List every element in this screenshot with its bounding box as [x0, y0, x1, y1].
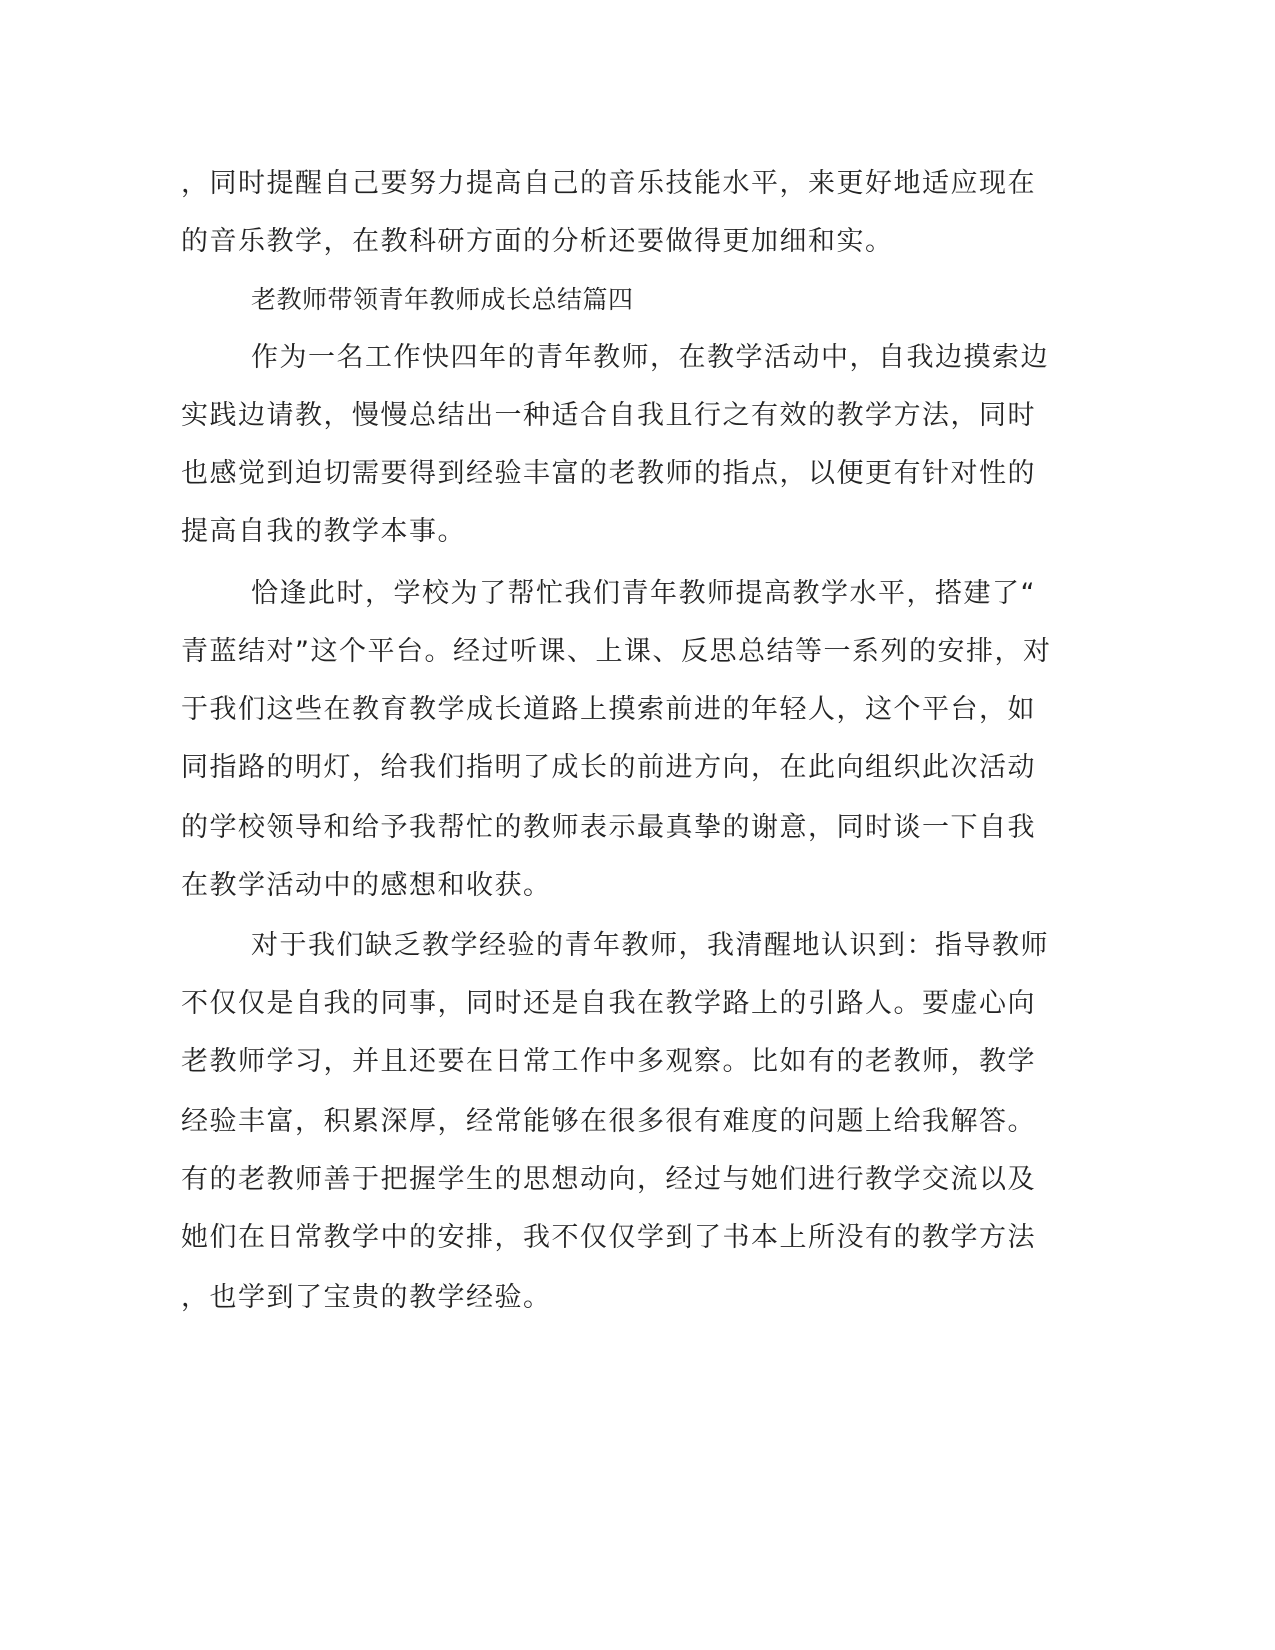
- text-line: 老教师学习，并且还要在日常工作中多观察。比如有的老教师，教学: [181, 1046, 1036, 1077]
- text-line: ，同时提醒自己要努力提高自己的音乐技能水平，来更好地适应现在: [181, 168, 1036, 199]
- paragraph-first-line: 作为一名工作快四年的青年教师，在教学活动中，自我边摸索边: [251, 342, 1049, 373]
- text-line: 青蓝结对”这个平台。经过听课、上课、反思总结等一系列的安排，对: [181, 636, 1052, 667]
- paragraph-first-line: 恰逢此时，学校为了帮忙我们青年教师提高教学水平，搭建了“: [251, 578, 1036, 609]
- text-line: 经验丰富，积累深厚，经常能够在很多很有难度的问题上给我解答。: [181, 1106, 1036, 1137]
- text-line: 于我们这些在教育教学成长道路上摸索前进的年轻人，这个平台，如: [181, 694, 1036, 725]
- text-line: ，也学到了宝贵的教学经验。: [181, 1282, 552, 1313]
- text-line: 的音乐教学，在教科研方面的分析还要做得更加细和实。: [181, 226, 894, 257]
- text-line: 她们在日常教学中的安排，我不仅仅学到了书本上所没有的教学方法: [181, 1222, 1036, 1253]
- text-line: 不仅仅是自我的同事，同时还是自我在教学路上的引路人。要虚心向: [181, 988, 1036, 1019]
- text-line: 实践边请教，慢慢总结出一种适合自我且行之有效的教学方法，同时: [181, 400, 1036, 431]
- text-line: 也感觉到迫切需要得到经验丰富的老教师的指点，以便更有针对性的: [181, 458, 1036, 489]
- text-line: 有的老教师善于把握学生的思想动向，经过与她们进行教学交流以及: [181, 1164, 1036, 1195]
- text-line: 同指路的明灯，给我们指明了成长的前进方向，在此向组织此次活动: [181, 752, 1036, 783]
- section-heading: 老教师带领青年教师成长总结篇四: [251, 285, 634, 314]
- text-line: 在教学活动中的感想和收获。: [181, 870, 552, 901]
- text-line: 提高自我的教学本事。: [181, 516, 466, 547]
- paragraph-first-line: 对于我们缺乏教学经验的青年教师，我清醒地认识到：指导教师: [251, 930, 1049, 961]
- text-line: 的学校领导和给予我帮忙的教师表示最真挚的谢意，同时谈一下自我: [181, 812, 1036, 843]
